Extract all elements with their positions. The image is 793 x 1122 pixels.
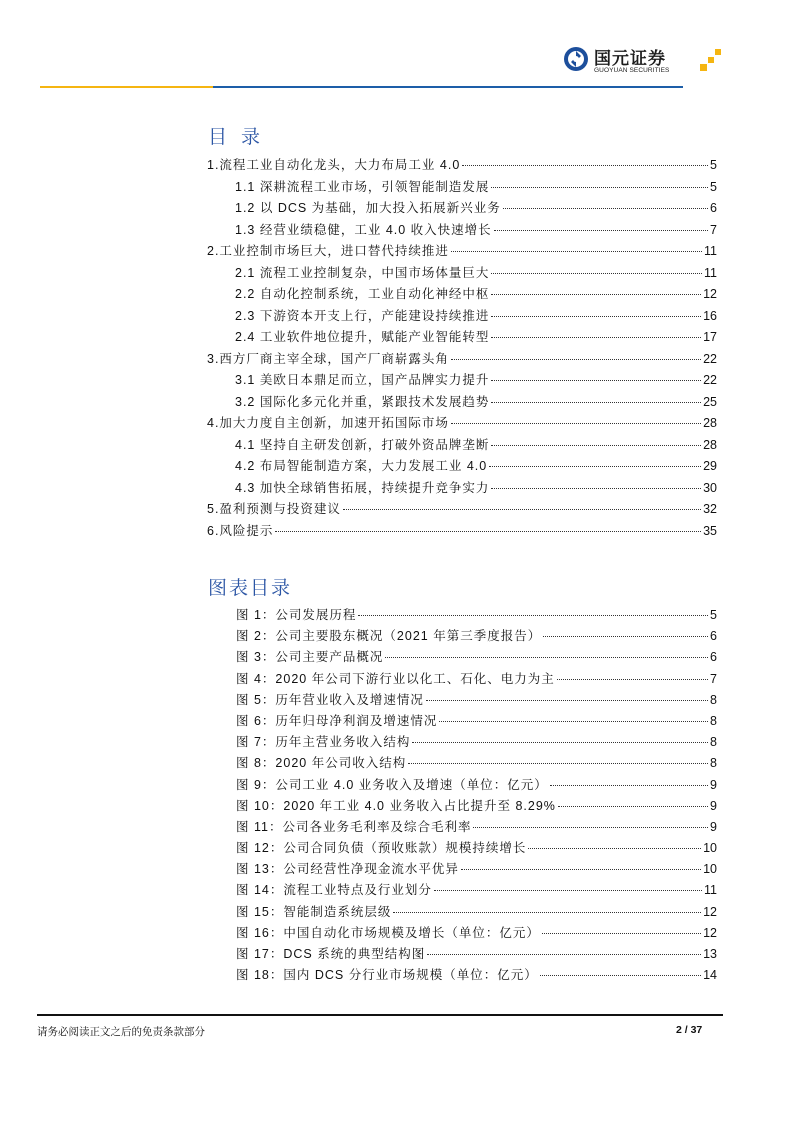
figure-entry-page-number: 13 xyxy=(703,947,717,961)
figure-entry[interactable] xyxy=(236,626,717,647)
toc-entry[interactable] xyxy=(207,177,717,199)
dot-leader xyxy=(451,251,702,252)
toc-entry[interactable] xyxy=(207,435,717,457)
dot-leader xyxy=(491,273,702,274)
company-logo xyxy=(560,43,720,83)
figure-entry-label: 图 15：智能制造系统层级 xyxy=(236,904,392,919)
toc-entry-label: 4.1 坚持自主研发创新，打破外资品牌垄断 xyxy=(235,437,490,452)
dot-leader xyxy=(426,700,708,701)
toc-entry[interactable] xyxy=(207,155,717,177)
toc-entry-label: 3.西方厂商主宰全球，国产厂商崭露头角 xyxy=(207,351,449,366)
figure-entry-page-number: 9 xyxy=(710,819,717,834)
figure-entry-page-number: 12 xyxy=(703,904,717,919)
figure-entry[interactable] xyxy=(236,775,717,796)
figure-entry-page-number: 9 xyxy=(710,777,717,792)
figure-entry[interactable] xyxy=(236,796,717,817)
toc-entry-label: 6.风险提示 xyxy=(207,523,274,538)
toc-entry[interactable] xyxy=(207,413,717,435)
toc-entry-label: 4.3 加快全球销售拓展，持续提升竞争实力 xyxy=(235,480,490,495)
toc-entry-label: 1.3 经营业绩稳健，工业 4.0 收入快速增长 xyxy=(235,222,492,237)
figure-entry-label: 图 17：DCS 系统的典型结构图 xyxy=(236,947,426,961)
figure-entry[interactable] xyxy=(236,711,717,732)
figure-entry-label: 图 1：公司发展历程 xyxy=(236,608,357,622)
dot-leader xyxy=(427,954,701,955)
dot-leader xyxy=(491,187,708,188)
toc-entry[interactable] xyxy=(207,306,717,328)
logo-chinese-text: 国元证券 xyxy=(594,49,666,69)
dot-leader xyxy=(491,294,701,295)
dot-leader xyxy=(491,337,701,338)
logo-squares-icon xyxy=(700,47,722,73)
figure-entry[interactable] xyxy=(236,859,717,880)
figure-entry-label: 图 2：公司主要股东概况（2021 年第三季度报告） xyxy=(236,629,542,644)
dot-leader xyxy=(275,531,701,532)
figure-list xyxy=(236,605,717,986)
toc-entry[interactable] xyxy=(207,521,717,543)
dot-leader xyxy=(434,890,702,891)
dot-leader xyxy=(528,848,701,849)
dot-leader xyxy=(451,359,701,360)
dot-leader xyxy=(393,912,701,913)
figure-entry-page-number: 5 xyxy=(710,608,717,622)
figure-entry-label: 图 3：公司主要产品概况 xyxy=(236,650,384,665)
toc-entry-page-number: 5 xyxy=(710,179,717,194)
toc-entry-page-number: 25 xyxy=(703,394,717,409)
figure-entry[interactable] xyxy=(236,647,717,668)
dot-leader xyxy=(542,933,701,934)
dot-leader xyxy=(358,615,708,616)
figure-entry-page-number: 6 xyxy=(710,629,717,644)
toc-entry-label: 2.工业控制市场巨大，进口替代持续推进 xyxy=(207,244,449,258)
dot-leader xyxy=(491,402,701,403)
figure-entry-page-number: 9 xyxy=(710,798,717,813)
dot-leader xyxy=(491,380,701,381)
toc-entry-label: 1.2 以 DCS 为基础，加大投入拓展新兴业务 xyxy=(235,201,501,215)
dot-leader xyxy=(550,785,708,786)
figure-entry-label: 图 12：公司合同负债（预收账款）规模持续增长 xyxy=(236,841,527,856)
figure-entry-label: 图 14：流程工业特点及行业划分 xyxy=(236,883,432,898)
toc-entry[interactable] xyxy=(207,220,717,242)
figure-entry-label: 图 9：公司工业 4.0 业务收入及增速（单位：亿元） xyxy=(236,777,548,792)
toc-entry-page-number: 6 xyxy=(710,201,717,215)
toc-entry[interactable] xyxy=(207,327,717,349)
figure-entry[interactable] xyxy=(236,944,717,965)
figure-entry[interactable] xyxy=(236,817,717,838)
dot-leader xyxy=(558,806,708,807)
figure-entry[interactable] xyxy=(236,690,717,711)
toc-entry-label: 2.2 自动化控制系统，工业自动化神经中枢 xyxy=(235,287,490,301)
figure-entry-page-number: 6 xyxy=(710,650,717,665)
toc-list xyxy=(207,155,717,542)
figure-entry[interactable] xyxy=(236,902,717,923)
toc-entry-page-number: 12 xyxy=(703,287,717,301)
dot-leader xyxy=(503,208,708,209)
dot-leader xyxy=(494,230,708,231)
toc-entry-page-number: 11 xyxy=(704,244,717,258)
toc-entry[interactable] xyxy=(207,392,717,414)
figure-entry[interactable] xyxy=(236,923,717,944)
toc-entry-label: 2.1 流程工业控制复杂，中国市场体量巨大 xyxy=(235,265,490,280)
toc-entry-label: 3.2 国际化多元化并重，紧跟技术发展趋势 xyxy=(235,394,490,409)
page-indicator: 2 / 37 xyxy=(676,1024,703,1036)
figure-entry-page-number: 12 xyxy=(703,925,717,940)
dot-leader xyxy=(462,165,708,166)
dot-leader xyxy=(451,423,701,424)
toc-entry-label: 4.2 布局智能制造方案，大力发展工业 4.0 xyxy=(235,459,488,473)
toc-entry[interactable] xyxy=(207,284,717,306)
figure-entry-label: 图 11：公司各业务毛利率及综合毛利率 xyxy=(236,819,472,834)
toc-entry-page-number: 35 xyxy=(703,523,717,538)
header-rule-blue xyxy=(213,86,683,88)
toc-entry-page-number: 22 xyxy=(703,351,717,366)
header-rule-yellow xyxy=(40,86,213,88)
figure-entry[interactable] xyxy=(236,753,717,774)
dot-leader xyxy=(408,763,708,764)
toc-entry-label: 5.盈利预测与投资建议 xyxy=(207,502,341,516)
figure-entry-page-number: 8 xyxy=(710,756,717,771)
toc-entry-label: 2.4 工业软件地位提升，赋能产业智能转型 xyxy=(235,330,490,344)
toc-entry[interactable] xyxy=(207,198,717,220)
toc-entry[interactable] xyxy=(207,370,717,392)
figure-entry-label: 图 18：国内 DCS 分行业市场规模（单位：亿元） xyxy=(236,968,538,983)
toc-entry-page-number: 30 xyxy=(703,480,717,495)
toc-entry[interactable] xyxy=(207,241,717,263)
toc-entry[interactable] xyxy=(207,456,717,478)
figure-entry-label: 图 5：历年营业收入及增速情况 xyxy=(236,692,424,707)
figure-entry-label: 图 7：历年主营业务收入结构 xyxy=(236,735,411,750)
dot-leader xyxy=(439,721,708,722)
toc-entry-label: 1.1 深耕流程工业市场，引领智能制造发展 xyxy=(235,179,490,194)
figure-entry-page-number: 8 xyxy=(710,735,717,750)
footer-rule xyxy=(37,1014,723,1016)
toc-entry-page-number: 29 xyxy=(703,459,717,473)
toc-entry[interactable] xyxy=(207,499,717,521)
figure-entry-label: 图 4：2020 年公司下游行业以化工、石化、电力为主 xyxy=(236,671,555,686)
figure-list-heading: 图表目录 xyxy=(208,577,293,599)
dot-leader xyxy=(489,466,701,467)
dot-leader xyxy=(543,636,708,637)
toc-entry[interactable] xyxy=(207,349,717,371)
dot-leader xyxy=(385,657,708,658)
figure-entry[interactable] xyxy=(236,605,717,626)
toc-entry-label: 1.流程工业自动化龙头，大力布局工业 4.0 xyxy=(207,158,461,172)
dot-leader xyxy=(540,975,701,976)
toc-entry-page-number: 5 xyxy=(710,158,717,172)
figure-entry-page-number: 7 xyxy=(710,671,717,686)
toc-entry[interactable] xyxy=(207,263,717,285)
figure-entry-label: 图 8：2020 年公司收入结构 xyxy=(236,756,407,771)
dot-leader xyxy=(461,869,701,870)
figure-entry[interactable] xyxy=(236,669,717,690)
dot-leader xyxy=(557,679,708,680)
toc-entry-page-number: 11 xyxy=(704,265,717,280)
figure-entry-page-number: 8 xyxy=(710,713,717,728)
dot-leader xyxy=(491,488,701,489)
figure-entry-label: 图 6：历年归母净利润及增速情况 xyxy=(236,713,438,728)
guoyuan-logo-icon xyxy=(563,46,589,72)
toc-entry-page-number: 28 xyxy=(703,416,717,430)
dot-leader xyxy=(491,316,701,317)
figure-entry-page-number: 10 xyxy=(703,841,717,856)
figure-entry-page-number: 10 xyxy=(703,862,717,877)
dot-leader xyxy=(343,509,701,510)
toc-entry-page-number: 7 xyxy=(710,222,717,237)
toc-entry-label: 4.加大力度自主创新，加速开拓国际市场 xyxy=(207,416,449,430)
toc-entry-page-number: 28 xyxy=(703,437,717,452)
toc-entry-page-number: 16 xyxy=(703,308,717,323)
dot-leader xyxy=(412,742,708,743)
figure-entry[interactable] xyxy=(236,838,717,859)
figure-entry-page-number: 11 xyxy=(704,883,717,898)
figure-entry[interactable] xyxy=(236,965,717,986)
figure-entry-page-number: 8 xyxy=(710,692,717,707)
toc-heading: 目录 xyxy=(208,126,275,148)
toc-entry-label: 2.3 下游资本开支上行，产能建设持续推进 xyxy=(235,308,490,323)
figure-entry[interactable] xyxy=(236,732,717,753)
toc-entry[interactable] xyxy=(207,478,717,500)
figure-entry-label: 图 13：公司经营性净现金流水平优异 xyxy=(236,862,459,877)
toc-entry-page-number: 32 xyxy=(703,502,717,516)
toc-entry-label: 3.1 美欧日本鼎足而立，国产品牌实力提升 xyxy=(235,373,490,387)
toc-entry-page-number: 22 xyxy=(703,373,717,387)
figure-entry[interactable] xyxy=(236,880,717,901)
dot-leader xyxy=(491,445,701,446)
dot-leader xyxy=(473,827,708,828)
figure-entry-label: 图 16：中国自动化市场规模及增长（单位：亿元） xyxy=(236,925,540,940)
toc-entry-page-number: 17 xyxy=(703,330,717,344)
footer-disclaimer: 请务必阅读正文之后的免责条款部分 xyxy=(37,1026,205,1038)
figure-entry-page-number: 14 xyxy=(703,968,717,983)
logo-english-text: GUOYUAN SECURITIES xyxy=(594,67,670,74)
figure-entry-label: 图 10：2020 年工业 4.0 业务收入占比提升至 8.29% xyxy=(236,798,556,813)
